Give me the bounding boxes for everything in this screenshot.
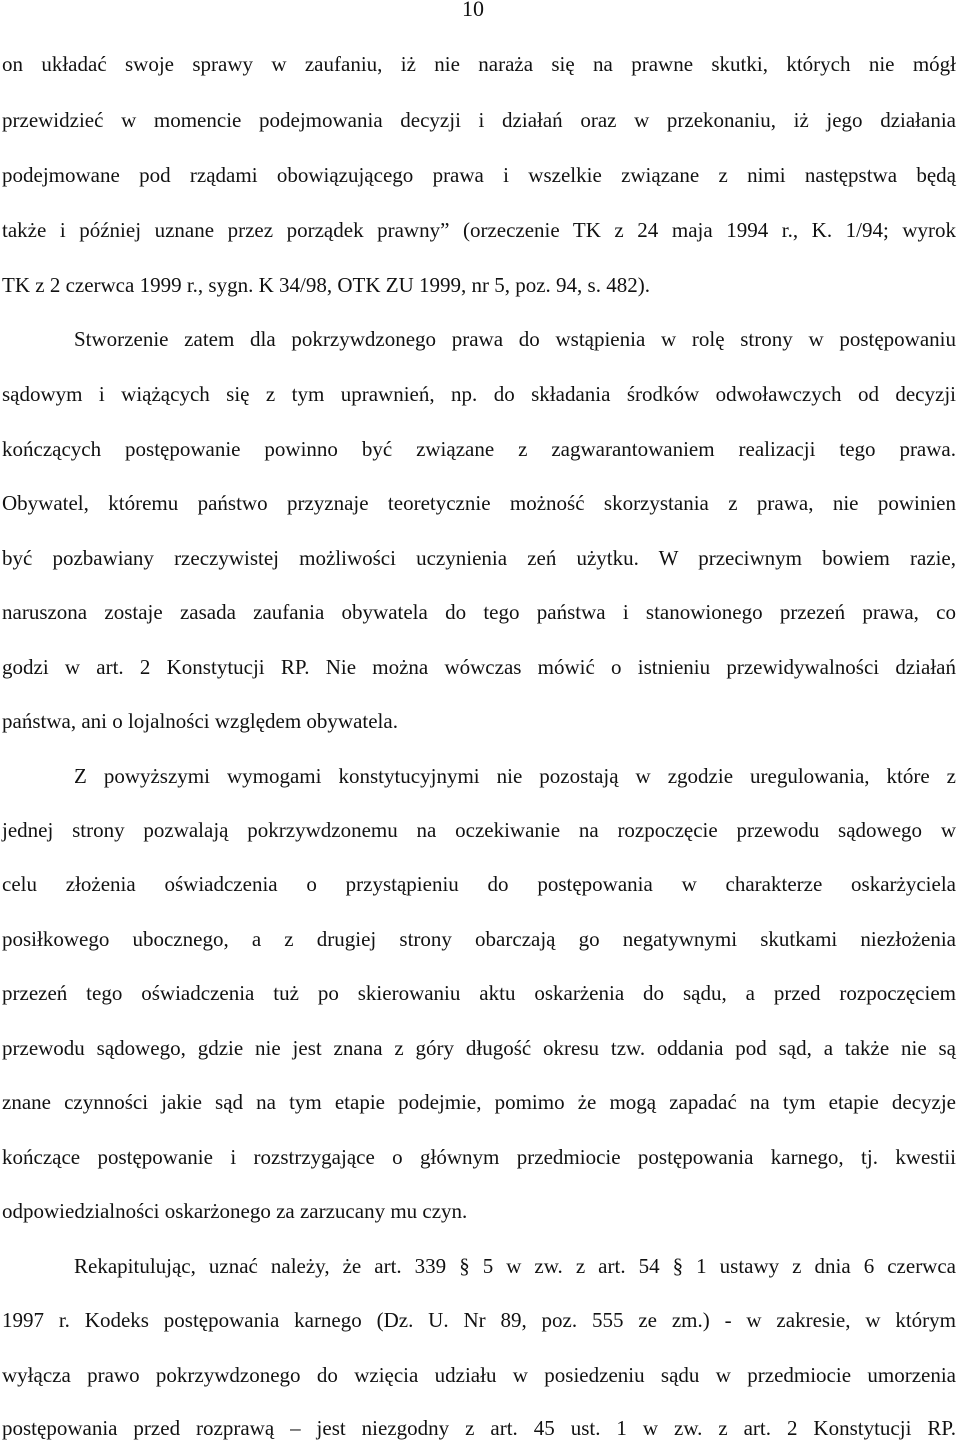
text-line: on układać swoje sprawy w zaufaniu, iż nie naraża się na prawne skutki, których nie mógł: [2, 52, 956, 76]
text-line: państwa, ani o lojalności względem obywatela.: [2, 709, 398, 733]
text-line: przezeń tego oświadczenia tuż po skierowaniu aktu oskarżenia do sądu, a przed rozpoczęciem: [2, 981, 956, 1005]
text-line: Stworzenie zatem dla pokrzywdzonego prawa do wstąpienia w rolę strony w postępowaniu: [74, 327, 956, 351]
text-line: posiłkowego ubocznego, a z drugiej strony obarczają go negatywnymi skutkami niezłożenia: [2, 927, 956, 951]
text-line: TK z 2 czerwca 1999 r., sygn. K 34/98, OTK ZU 1999, nr 5, poz. 94, s. 482).: [2, 273, 650, 297]
text-line: przewidzieć w momencie podejmowania decyzji i działań oraz w przekonaniu, iż jego działania: [2, 108, 956, 132]
text-line: Z powyższymi wymogami konstytucyjnymi nie pozostają w zgodzie uregulowania, które z: [74, 764, 956, 788]
page-number: 10: [462, 0, 484, 21]
text-line: celu złożenia oświadczenia o przystąpieniu do postępowania w charakterze oskarżyciela: [2, 872, 956, 896]
text-line: 1997 r. Kodeks postępowania karnego (Dz. U. Nr 89, poz. 555 ze zm.) - w zakresie, w którym: [2, 1308, 956, 1332]
text-line: Rekapitulując, uznać należy, że art. 339 § 5 w zw. z art. 54 § 1 ustawy z dnia 6 czerwca: [74, 1254, 956, 1278]
text-line: kończących postępowanie powinno być związane z zagwarantowaniem realizacji tego prawa.: [2, 437, 956, 461]
text-line: znane czynności jakie sąd na tym etapie podejmie, pomimo że mogą zapadać na tym etapie decyzje: [2, 1090, 956, 1114]
text-line: przewodu sądowego, gdzie nie jest znana z góry długość okresu tzw. oddania pod sąd, a także nie są: [2, 1036, 956, 1060]
text-line: być pozbawiany rzeczywistej możliwości uczynienia zeń użytku. W przeciwnym bowiem razie,: [2, 546, 956, 570]
text-line: godzi w art. 2 Konstytucji RP. Nie można wówczas mówić o istnieniu przewidywalności działań: [2, 655, 956, 679]
text-line: postępowania przed rozprawą – jest niezgodny z art. 45 ust. 1 w zw. z art. 2 Konstytucji RP.: [2, 1416, 956, 1440]
text-line: sądowym i wiążących się z tym uprawnień, np. do składania środków odwoławczych od decyzji: [2, 382, 956, 406]
text-line: naruszona zostaje zasada zaufania obywatela do tego państwa i stanowionego przezeń prawa, co: [2, 600, 956, 624]
text-line: jednej strony pozwalają pokrzywdzonemu na oczekiwanie na rozpoczęcie przewodu sądowego w: [2, 818, 956, 842]
text-line: podejmowane pod rządami obowiązującego prawa i wszelkie związane z nimi następstwa będą: [2, 163, 956, 187]
text-line: wyłącza prawo pokrzywdzonego do wzięcia udziału w posiedzeniu sądu w przedmiocie umorzenia: [2, 1363, 956, 1387]
text-line: odpowiedzialności oskarżonego za zarzucany mu czyn.: [2, 1199, 468, 1223]
text-line: Obywatel, któremu państwo przyznaje teoretycznie możność skorzystania z prawa, nie powinien: [2, 491, 956, 515]
text-line: także i później uznane przez porządek prawny” (orzeczenie TK z 24 maja 1994 r., K. 1/94; wyrok: [2, 218, 956, 242]
text-line: kończące postępowanie i rozstrzygające o głównym przedmiocie postępowania karnego, tj. kwestii: [2, 1145, 956, 1169]
